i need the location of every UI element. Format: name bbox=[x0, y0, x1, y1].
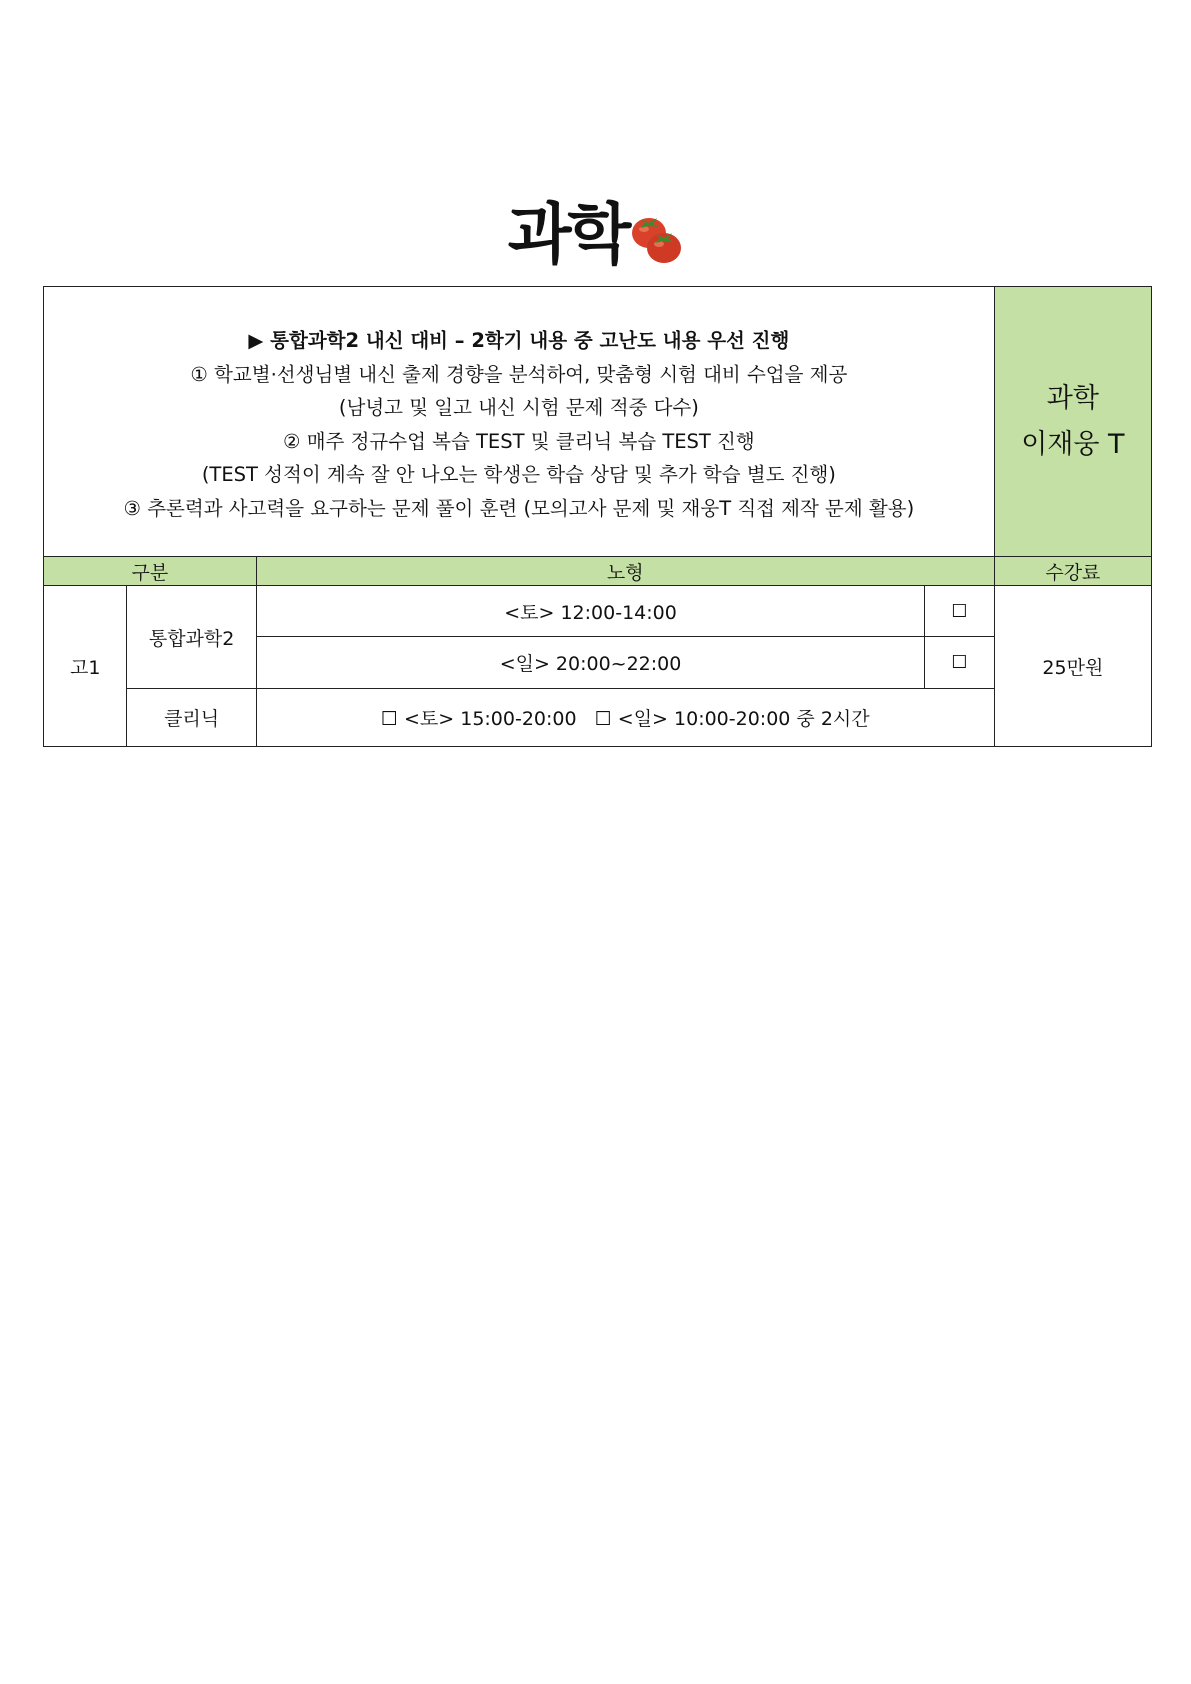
header-schedule: 노형 bbox=[256, 557, 994, 586]
tomato-icon bbox=[631, 209, 683, 267]
slot-saturday-checkbox[interactable]: ☐ bbox=[925, 586, 995, 637]
teacher-subject: 과학 bbox=[1046, 382, 1099, 414]
header-fee: 수강료 bbox=[994, 557, 1151, 586]
description-line: ▶ 통합과학2 내신 대비 – 2학기 내용 중 고난도 내용 우선 진행 bbox=[248, 329, 790, 352]
teacher-name: 이재웅 T bbox=[1021, 428, 1125, 460]
description-line: ① 학교별·선생님별 내신 출제 경향을 분석하여, 맞춤형 시험 대비 수업을 제공 bbox=[190, 362, 848, 386]
title-area bbox=[0, 195, 1191, 275]
fee-cell: 25만원 bbox=[994, 586, 1151, 747]
teacher-cell bbox=[994, 287, 1151, 557]
description-line: (TEST 성적이 계속 잘 안 나오는 학생은 학습 상담 및 추가 학습 별도 진행) bbox=[201, 463, 836, 486]
slot-sunday-checkbox[interactable]: ☐ bbox=[925, 637, 995, 689]
page-title: 과학 bbox=[507, 196, 628, 273]
clinic-options[interactable]: ☐ <토> 15:00-20:00 ☐ <일> 10:00-20:00 중 2시간 bbox=[256, 689, 994, 747]
clinic-label: 클리닉 bbox=[127, 689, 256, 747]
grade-cell: 고1 bbox=[44, 586, 127, 747]
course-cell: 통합과학2 bbox=[127, 586, 256, 689]
slot-sunday: <일> 20:00~22:00 bbox=[256, 637, 924, 689]
description-line: (남녕고 및 일고 내신 시험 문제 적중 다수) bbox=[338, 396, 699, 419]
header-category: 구분 bbox=[44, 557, 257, 586]
description-line: ② 매주 정규수업 복습 TEST 및 클리닉 복습 TEST 진행 bbox=[283, 429, 755, 453]
schedule-table bbox=[43, 286, 1152, 747]
description-line: ③ 추론력과 사고력을 요구하는 문제 풀이 훈련 (모의고사 문제 및 재웅T 직접 제작 문제 활용) bbox=[123, 496, 915, 520]
slot-saturday: <토> 12:00-14:00 bbox=[256, 586, 924, 637]
course-description bbox=[44, 287, 995, 557]
